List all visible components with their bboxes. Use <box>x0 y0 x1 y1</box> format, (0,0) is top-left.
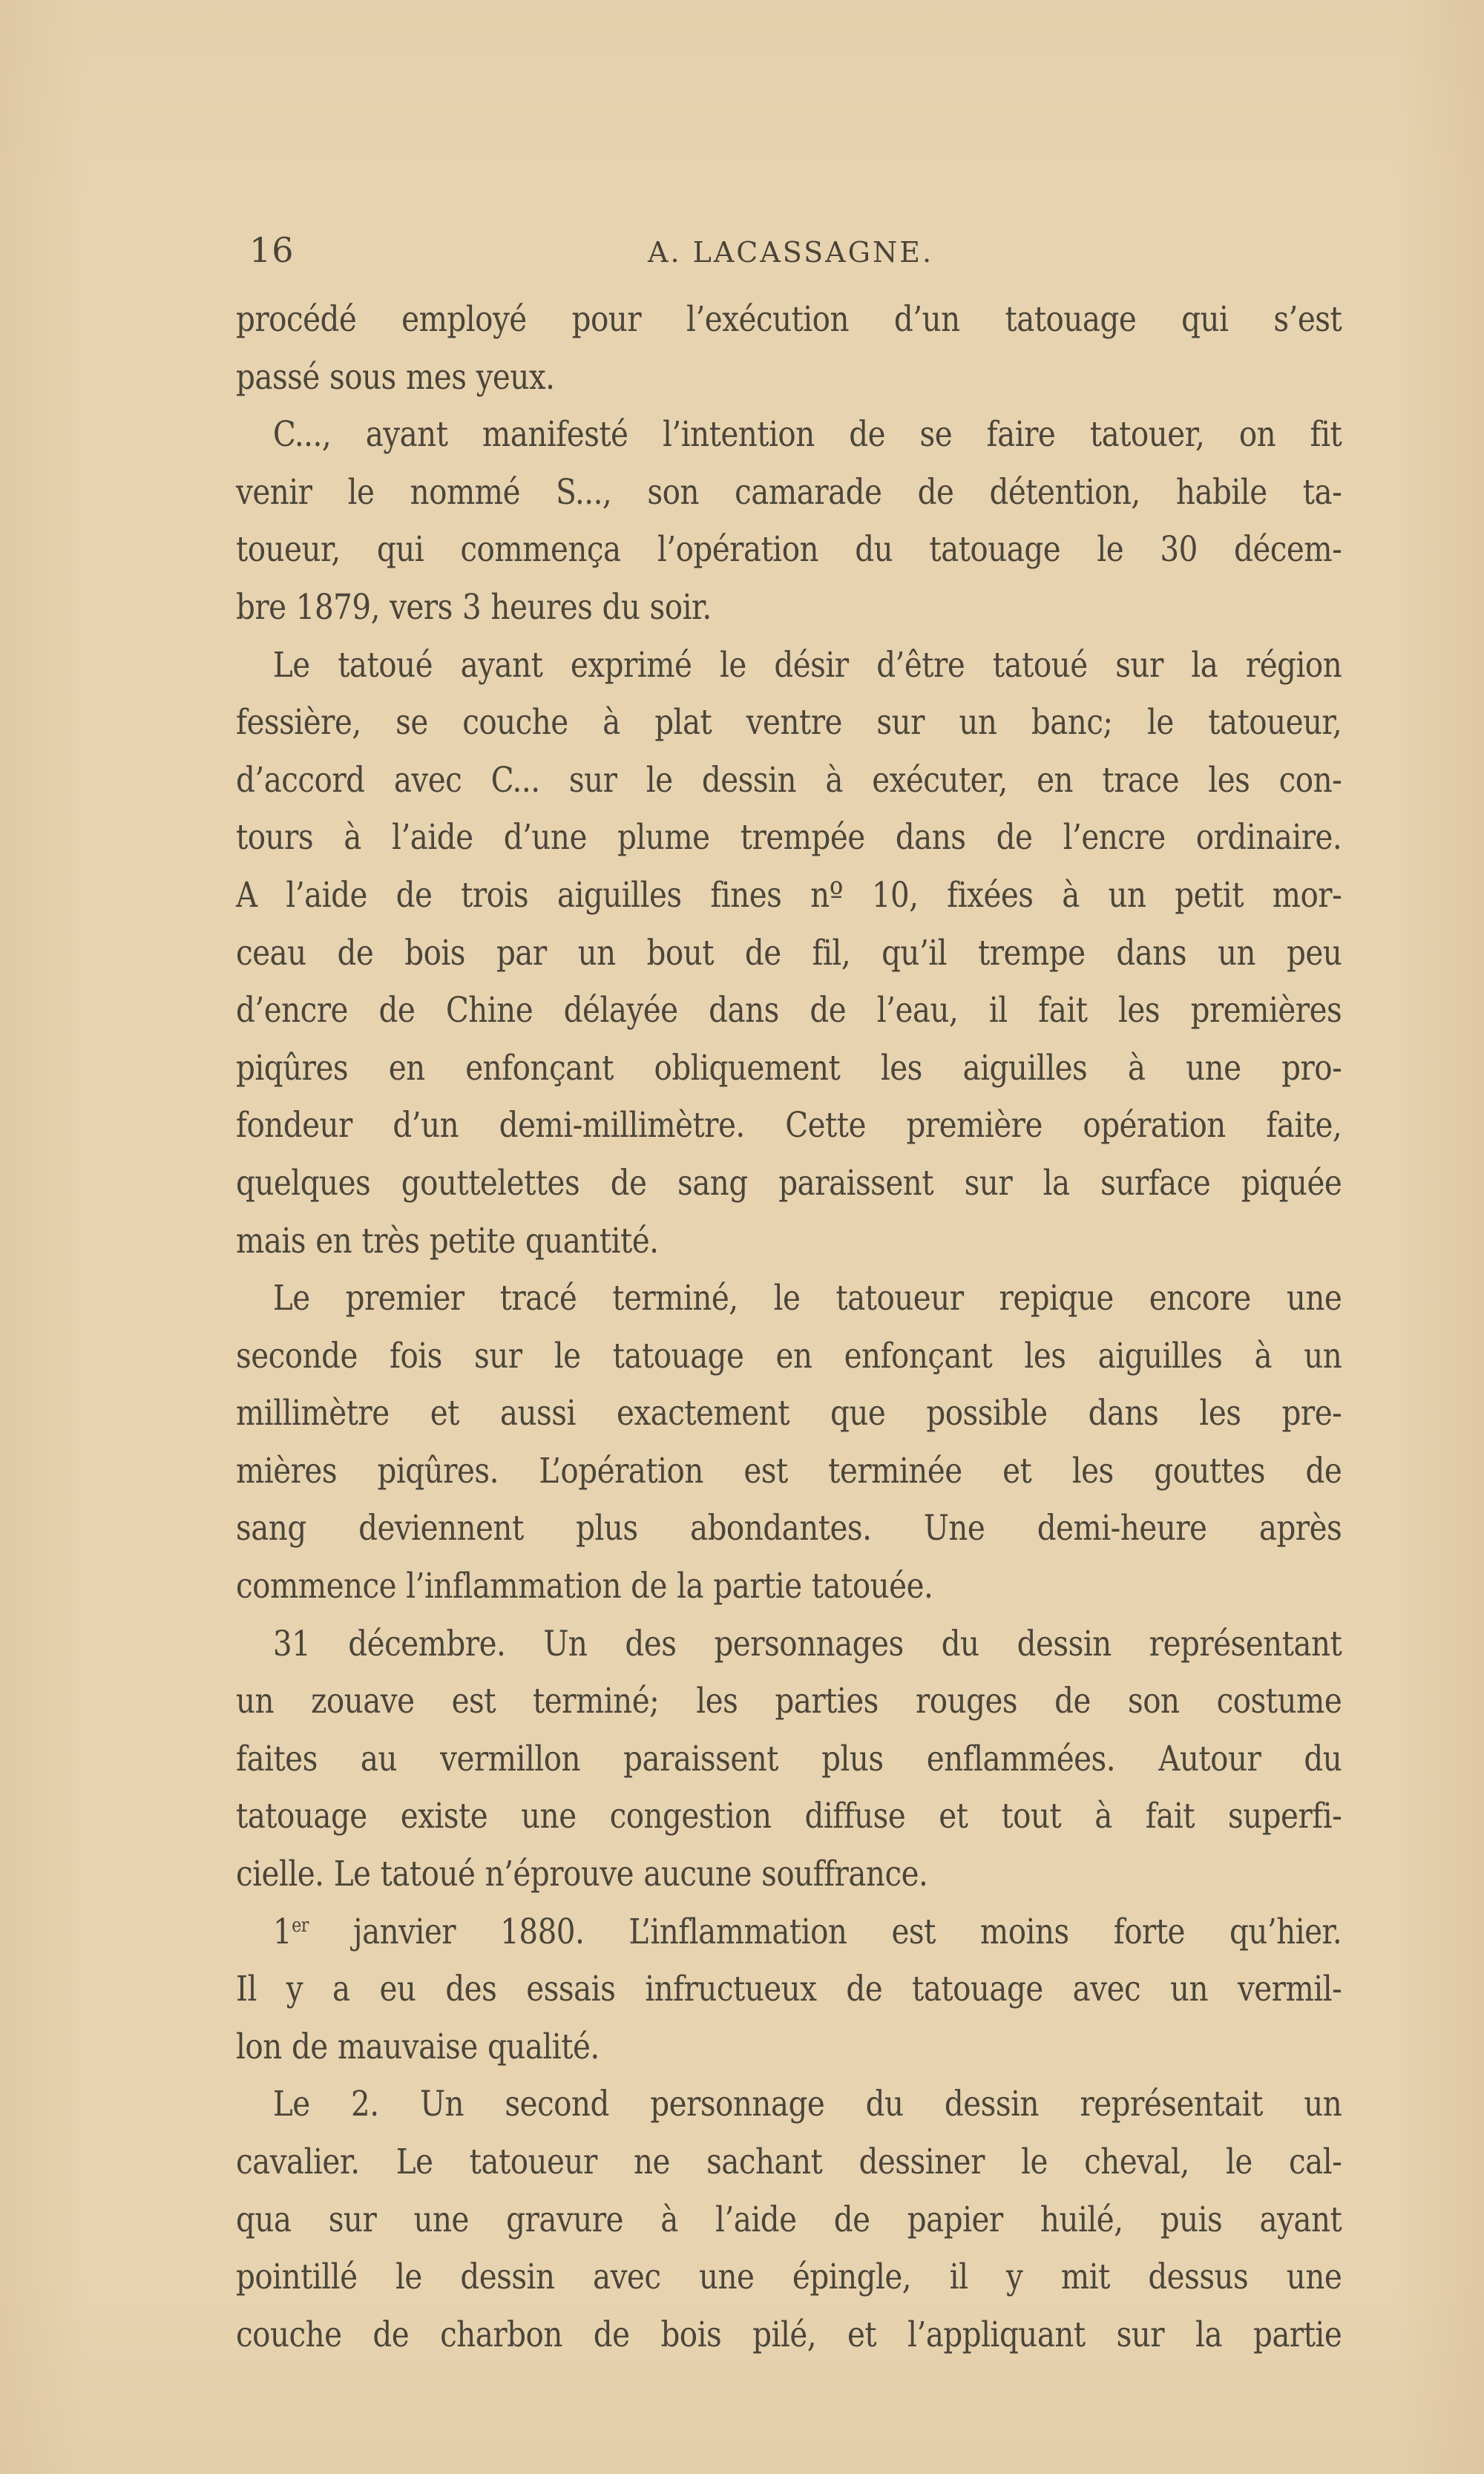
text-line: qua sur une gravure à l’aide de papier huilé, puis ayant <box>236 2199 1342 2240</box>
running-head-author: A. LACASSAGNE. <box>648 236 934 269</box>
paragraph-start-line: C..., ayant manifesté l’intention de se faire tatouer, on fit <box>272 414 1342 456</box>
line-remainder: janvier 1880. L’inflammation est moins forte qu’hier. <box>308 1911 1342 1952</box>
paragraph-start-line: 31 décembre. Un des personnages du dessin représentant <box>272 1623 1342 1664</box>
text-line: commence l’inflammation de la partie tatouée. <box>236 1566 933 1607</box>
text-line: tours à l’aide d’une plume trempée dans de l’encre ordinaire. <box>236 817 1342 859</box>
text-line: piqûres en enfonçant obliquement les aiguilles à une pro- <box>236 1047 1342 1089</box>
text-line: toueur, qui commença l’opération du tatouage le 30 décem- <box>236 529 1342 571</box>
page-number: 16 <box>249 230 295 270</box>
text-line: cielle. Le tatoué n’éprouve aucune souffrance. <box>236 1854 928 1895</box>
text-line: ceau de bois par un bout de fil, qu’il trempe dans un peu <box>236 932 1342 974</box>
text-line: Il y a eu des essais infructueux de tatouage avec un vermil- <box>236 1969 1342 2010</box>
text-line: venir le nommé S..., son camarade de détention, habile ta- <box>236 471 1342 513</box>
text-line: lon de mauvaise qualité. <box>236 2026 600 2067</box>
book-page <box>236 223 1342 2355</box>
text-line: fondeur d’un demi-millimètre. Cette première opération faite, <box>236 1105 1342 1146</box>
text-line: tatouage existe une congestion diffuse et tout à fait superfi- <box>236 1796 1342 1837</box>
ordinal-superscript: er <box>292 1914 309 1937</box>
text-line: A l’aide de trois aiguilles fines nº 10, fixées à un petit mor- <box>236 874 1342 916</box>
text-line: fessière, se couche à plat ventre sur un banc; le tatoueur, <box>236 702 1342 744</box>
text-line: mais en très petite quantité. <box>236 1220 659 1261</box>
text-line: d’encre de Chine délayée dans de l’eau, il fait les premières <box>236 990 1342 1031</box>
text-line: sang deviennent plus abondantes. Une demi-heure après <box>236 1508 1342 1549</box>
paragraph-start-line: Le 2. Un second personnage du dessin représentait un <box>272 2084 1342 2125</box>
text-line: millimètre et aussi exactement que possible dans les pre- <box>236 1393 1342 1434</box>
body-text <box>236 291 1342 2363</box>
text-line: pointillé le dessin avec une épingle, il y mit dessus une <box>236 2257 1342 2298</box>
paragraph-start-line <box>236 1903 1342 1961</box>
running-header <box>236 223 1342 282</box>
paragraph-start-line: Le premier tracé terminé, le tatoueur repique encore une <box>272 1278 1342 1319</box>
text-line: faites au vermillon paraissent plus enflammées. Autour du <box>236 1738 1342 1779</box>
text-line: un zouave est terminé; les parties rouges de son costume <box>236 1681 1342 1722</box>
text-line: passé sous mes yeux. <box>236 356 555 398</box>
text-line: seconde fois sur le tatouage en enfonçant les aiguilles à un <box>236 1335 1342 1377</box>
text-line: couche de charbon de bois pilé, et l’appliquant sur la partie <box>236 2314 1342 2355</box>
text-line: quelques gouttelettes de sang paraissent sur la surface piquée <box>236 1162 1342 1204</box>
text-line: mières piqûres. L’opération est terminée et les gouttes de <box>236 1450 1342 1492</box>
text-line: procédé employé pour l’exécution d’un tatouage qui s’est <box>236 299 1342 340</box>
text-line: bre 1879, vers 3 heures du soir. <box>236 586 712 628</box>
paragraph-start-line: Le tatoué ayant exprimé le désir d’être tatoué sur la région <box>272 644 1342 686</box>
date-day: 1 <box>272 1911 292 1952</box>
text-line: cavalier. Le tatoueur ne sachant dessiner le cheval, le cal- <box>236 2142 1342 2182</box>
text-line: d’accord avec C... sur le dessin à exécuter, en trace les con- <box>236 759 1342 801</box>
